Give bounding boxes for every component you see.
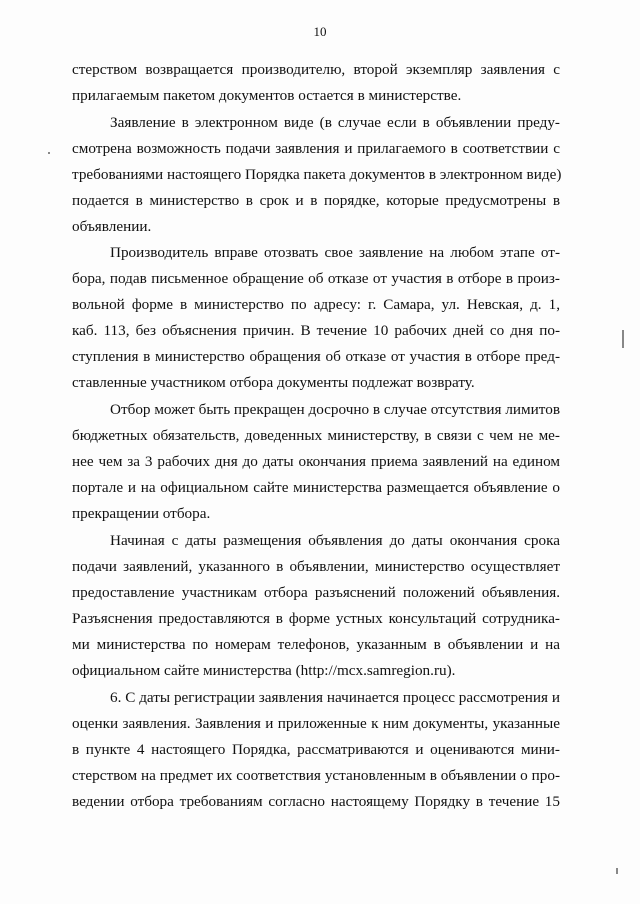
text-line: каб. 113, без объяснения причин. В течение 10 рабочих дней со дня по-: [72, 322, 560, 339]
text-line: вольной форме в министерство по адресу: г. Самара, ул. Невская, д. 1,: [72, 296, 560, 313]
text-line: бора, подав письменное обращение об отказе от участия в отборе в произ-: [72, 270, 560, 287]
text-line: в пункте 4 настоящего Порядка, рассматриваются и оцениваются мини-: [72, 741, 560, 758]
text-line: ми министерства по номерам телефонов, указанным в объявлении и на: [72, 636, 560, 653]
text-line: предоставление участникам отбора разъяснений положений объявления.: [72, 584, 560, 601]
text-line: смотрена возможность подачи заявления и прилагаемого в соответствии с: [72, 140, 560, 157]
text-line: требованиями настоящего Порядка пакета документов в электронном виде): [72, 166, 562, 183]
text-line: подается в министерство в срок и в порядке, которые предусмотрены в: [72, 192, 560, 209]
text-line: официальном сайте министерства (http://mcx.samregion.ru).: [72, 662, 456, 679]
paragraph-first-line: 6. С даты регистрации заявления начинается процесс рассмотрения и: [110, 689, 560, 706]
text-line: оценки заявления. Заявления и приложенные к ним документы, указанные: [72, 715, 560, 732]
scan-artifact: [48, 152, 50, 154]
text-line: бюджетных обязательств, доведенных министерству, в связи с чем не ме-: [72, 427, 560, 444]
scan-artifact: [622, 330, 624, 348]
text-line: подачи заявлений, указанного в объявлении, министерство осуществляет: [72, 558, 560, 575]
text-line: портале и на официальном сайте министерства размещается объявление о: [72, 479, 560, 496]
scan-artifact: [616, 868, 618, 874]
text-line: нее чем за 3 рабочих дня до даты окончания приема заявлений на едином: [72, 453, 560, 470]
text-line: Разъяснения предоставляются в форме устных консультаций сотрудника-: [72, 610, 560, 627]
paragraph-first-line: Заявление в электронном виде (в случае если в объявлении преду-: [110, 114, 560, 131]
paragraph-first-line: Отбор может быть прекращен досрочно в случае отсутствия лимитов: [110, 401, 560, 418]
text-line: прекращении отбора.: [72, 505, 211, 522]
text-line: стерством на предмет их соответствия установленным в объявлении о про-: [72, 767, 560, 784]
paragraph-first-line: Начиная с даты размещения объявления до даты окончания срока: [110, 532, 560, 549]
text-line: прилагаемым пакетом документов остается в министерстве.: [72, 87, 462, 104]
text-line: ведении отбора требованиям согласно настоящему Порядку в течение 15: [72, 793, 560, 810]
text-line: стерством возвращается производителю, второй экземпляр заявления с: [72, 61, 560, 78]
paragraph-first-line: Производитель вправе отозвать свое заявление на любом этапе от-: [110, 244, 560, 261]
page-number: 10: [313, 24, 327, 39]
text-line: ступления в министерство обращения об отказе от участия в отборе пред-: [72, 348, 560, 365]
text-line: объявлении.: [72, 218, 152, 235]
text-line: ставленные участником отбора документы подлежат возврату.: [72, 374, 475, 391]
